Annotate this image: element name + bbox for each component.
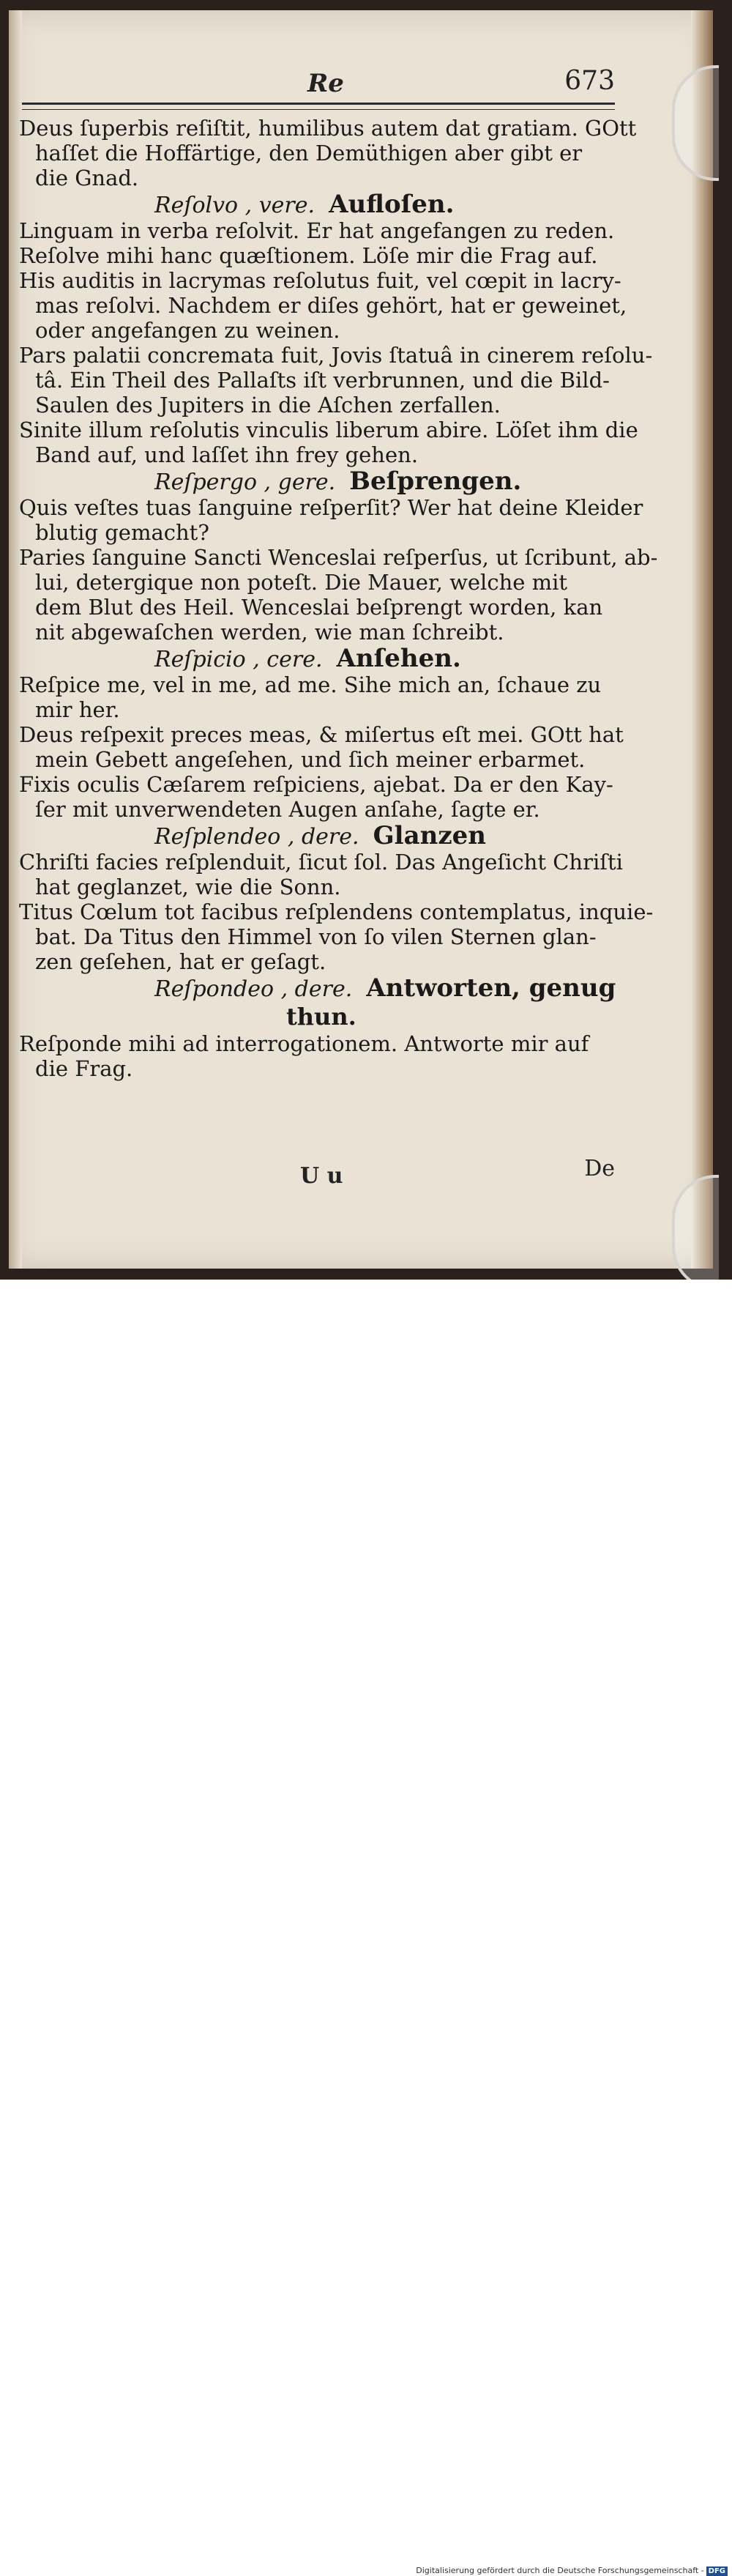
latin-lemma: Reſolvo , vere. [154,193,315,218]
text-line: haſſet die Hoffärtige, den Demüthigen aber gibt er [35,141,583,166]
digitization-credit [416,2566,728,2576]
text-line: Titus Cœlum tot facibus reſplendens contemplatus, inquie- [19,899,654,924]
text-line: mein Gebett angeſehen, und ſich meiner erbarmet. [35,747,586,772]
text-line: Reſpice me, vel in me, ad me. Sihe mich an, ſchaue zu [19,672,602,697]
text-line: ſer mit unverwendeten Augen anſahe, ſagte er. [35,797,540,822]
scanner-clip-top [672,65,719,181]
latin-lemma: Reſplendeo , dere. [154,824,359,850]
text-line: Chriſti facies reſplenduit, ſicut ſol. Das Angeſicht Chriſti [19,850,623,875]
text-line: Linguam in verba reſolvit. Er hat angefangen zu reden. [19,218,615,243]
text-line: Saulen des Jupiters in die Aſchen zerfallen. [35,393,501,417]
text-line: Fixis oculis Cæſarem reſpiciens, ajebat. Da er den Kay- [19,772,613,797]
signature-mark: U u [300,1163,343,1189]
dictionary-text [19,116,658,1081]
credit-text: Digitalisierung gefördert durch die Deutsche Forschungsgemeinschaft - [416,2566,704,2575]
text-line: die Gnad. [35,166,139,190]
german-gloss: Aufloſen. [329,190,455,219]
text-line: blutig gemacht? [35,520,209,545]
text-line: Quis veſtes tuas ſanguine reſperſit? Wer hat deine Kleider [19,495,643,520]
text-line: Deus reſpexit preces meas, & miſertus eſt mei. GOtt hat [19,722,624,747]
text-line: mas reſolvi. Nachdem er diſes gehört, hat er geweinet, [35,293,627,318]
page-footer [22,1156,622,1200]
page-fore-edge [691,10,713,1269]
text-line: Reſolve mihi hanc quæſtionem. Löſe mir die Frag auf. [19,243,598,268]
text-line: Sinite illum reſolutis vinculis liberum abire. Löſet ihm die [19,417,638,442]
entry-headword-continuation: thun. [286,1003,356,1031]
page-header [22,63,615,107]
text-line: dem Blut des Heil. Wenceslai beſprengt worden, kan [35,595,603,620]
text-line: Deus ſuperbis reſiſtit, humilibus autem dat gratiam. GOtt [19,116,637,141]
entry-headword [19,467,618,495]
text-line: Paries ſanguine Sancti Wenceslai reſperſus, ut ſcribunt, ab- [19,545,658,570]
text-line: zen geſehen, hat er geſagt. [35,949,326,974]
latin-lemma: Reſpondeo , dere. [154,976,353,1002]
text-line: lui, detergique non poteſt. Die Mauer, welche mit [35,570,568,595]
running-head: Re [307,69,344,98]
text-line: die Frag. [35,1056,133,1081]
text-line: His auditis in lacrymas reſolutus fuit, vel cœpit in lacry- [19,268,621,293]
german-gloss: Anſehen. [336,644,461,673]
entry-headword [19,190,618,218]
entry-headword [19,645,618,672]
text-line: Reſponde mihi ad interrogationem. Antworte mir auf [19,1031,589,1056]
text-line: tâ. Ein Theil des Pallaſts iſt verbrunnen, und die Bild- [35,368,610,393]
header-rule [22,103,615,110]
text-line: nit abgewaſchen werden, wie man ſchreibt. [35,620,504,645]
latin-lemma: Reſpicio , cere. [154,647,323,672]
catchword: De [584,1156,615,1181]
text-line: mir her. [35,697,120,722]
german-gloss: Glanzen [373,821,486,850]
dfg-logo: DFG [706,2566,728,2576]
text-line: hat geglanzet, wie die Sonn. [35,875,341,899]
text-line: Band auf, und laſſet ihn frey gehen. [35,442,419,467]
german-gloss: Beſprengen. [349,467,522,496]
credit-strip [0,1280,732,2575]
entry-headword [19,974,618,1002]
german-gloss: Antworten, genug [366,973,616,1003]
text-line: bat. Da Titus den Himmel von ſo vilen Sternen glan- [35,924,597,949]
text-line: oder angefangen zu weinen. [35,318,340,343]
latin-lemma: Reſpergo , gere. [154,469,336,495]
text-line: Pars palatii concremata fuit, Jovis ſtatuâ in cinerem reſolu- [19,343,653,368]
entry-headword [19,822,618,850]
page-number: 673 [564,66,615,96]
